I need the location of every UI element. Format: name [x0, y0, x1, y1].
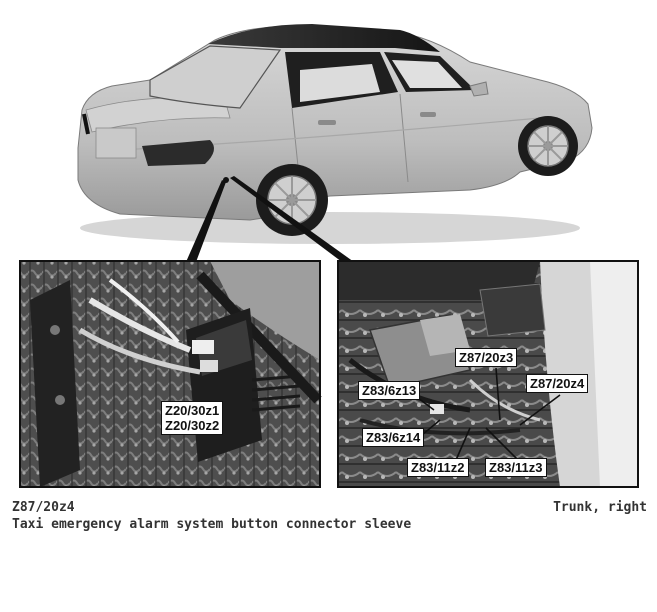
detail-photo-left	[20, 261, 320, 487]
front-wheel	[518, 116, 578, 176]
callout-z20-30	[161, 401, 223, 435]
callout-z20-30z2: Z20/30z2	[165, 418, 220, 433]
callout-z87-20z4: Z87/20z4	[526, 374, 588, 393]
component-location: Trunk, right	[553, 500, 647, 515]
component-description: Taxi emergency alarm system button connector sleeve	[12, 517, 412, 532]
callout-z83-6z14: Z83/6z14	[362, 428, 424, 447]
component-id: Z87/20z4	[12, 500, 75, 515]
detail-photo-right	[338, 261, 638, 487]
car-illustration	[78, 24, 592, 244]
callout-z20-30z1: Z20/30z1	[165, 403, 220, 418]
callout-z87-20z3: Z87/20z3	[455, 348, 517, 367]
callout-z83-11z2: Z83/11z2	[407, 458, 469, 477]
callout-z83-6z13: Z83/6z13	[358, 381, 420, 400]
callout-z83-11z3: Z83/11z3	[485, 458, 547, 477]
